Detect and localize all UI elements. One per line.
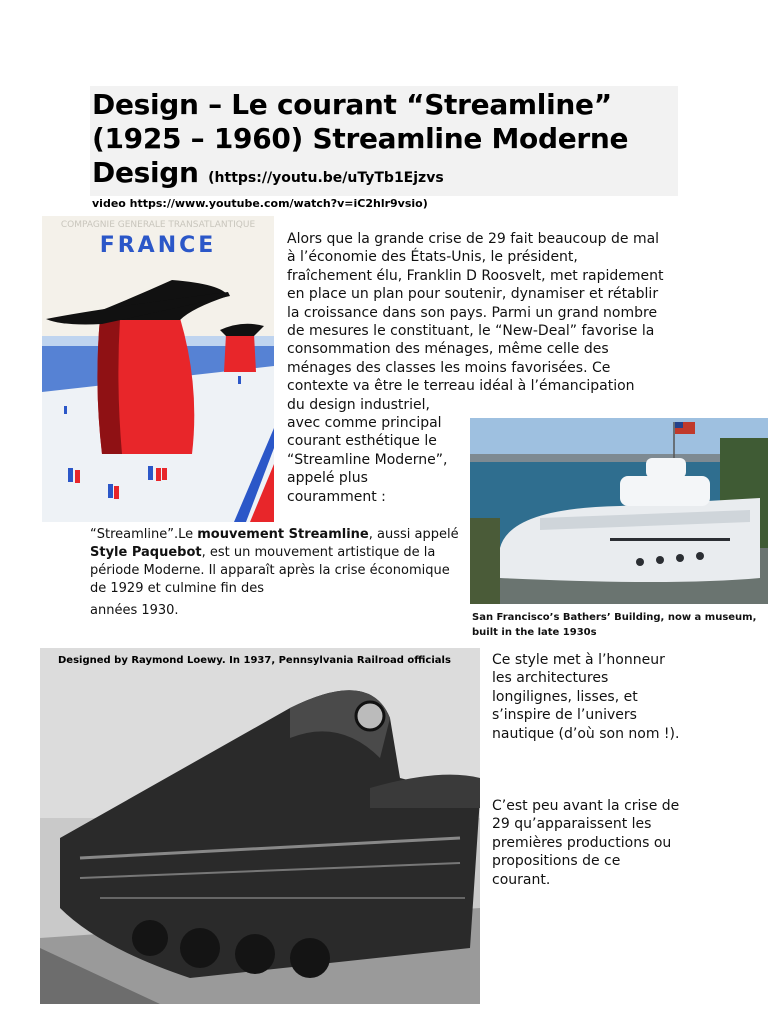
streamline-paragraph [90, 526, 462, 598]
p2-mid-1: , aussi appelé [368, 527, 459, 542]
title-line-2: (1925 – 1960) Streamline Moderne [92, 122, 629, 155]
p2-end: années 1930. [90, 603, 179, 618]
p2-start: “Streamline”.Le [90, 527, 198, 542]
youtube-link-2[interactable]: video https://www.youtube.com/watch?v=iC2hlr9vsio) [92, 197, 428, 210]
train-caption: Designed by Raymond Loewy. In 1937, Pennsylvania Railroad officials [58, 655, 451, 666]
p2-bold-mouvement: mouvement Streamline [197, 527, 369, 542]
bathers-building-photo [470, 418, 768, 604]
title-line-1: Design – Le courant “Streamline” [92, 88, 612, 121]
intro-part-1: Alors que la grande crise de 29 fait beaucoup de mal à l’économie des États-Unis, le président, fraîchement élu, Franklin D Roosvelt, met rapidement en place un plan pour soutenir, dynamiser et rétablir la croissance dans son pays. Parmi un grand nombre de mesures le constituant, le “New-Deal” favorise la consommation des ménages, même celle des ménages des classes les moins favorisées. Ce contexte va être le terreau idéal à l’émancipation [287, 231, 664, 395]
p2-bold-style-paquebot: Style Paquebot [90, 545, 202, 560]
style-paragraph: Ce style met à l’honneur les architectures longilignes, lisses, et s’inspire de l’univers nautique (d’où son nom !). [492, 652, 680, 742]
youtube-link-1[interactable]: (https://youtu.be/uTyTb1Ejzvs [208, 170, 444, 186]
bathers-caption: San Francisco’s Bathers’ Building, now a museum, built in the late 1930s [472, 612, 757, 638]
title-line-3: Design [92, 156, 199, 189]
france-poster-image [42, 216, 274, 522]
poster-company-text: COMPAGNIE GENERALE TRANSATLANTIQUE [60, 220, 256, 230]
intro-part-2: du design industriel, avec comme principal courant esthétique le “Streamline Moderne”, appelé plus couramment : [287, 396, 448, 505]
poster-france-text: FRANCE [99, 233, 217, 258]
page-title [92, 88, 682, 195]
p2-mid-2: , est un mouvement artistique de la période Moderne. Il apparaît après la crise économique de 1929 et culmine fin des [90, 545, 450, 596]
loewy-train-photo [40, 648, 480, 1004]
origin-paragraph: C’est peu avant la crise de 29 qu’apparaissent les premières productions ou propositions de ce courant. [492, 798, 680, 888]
